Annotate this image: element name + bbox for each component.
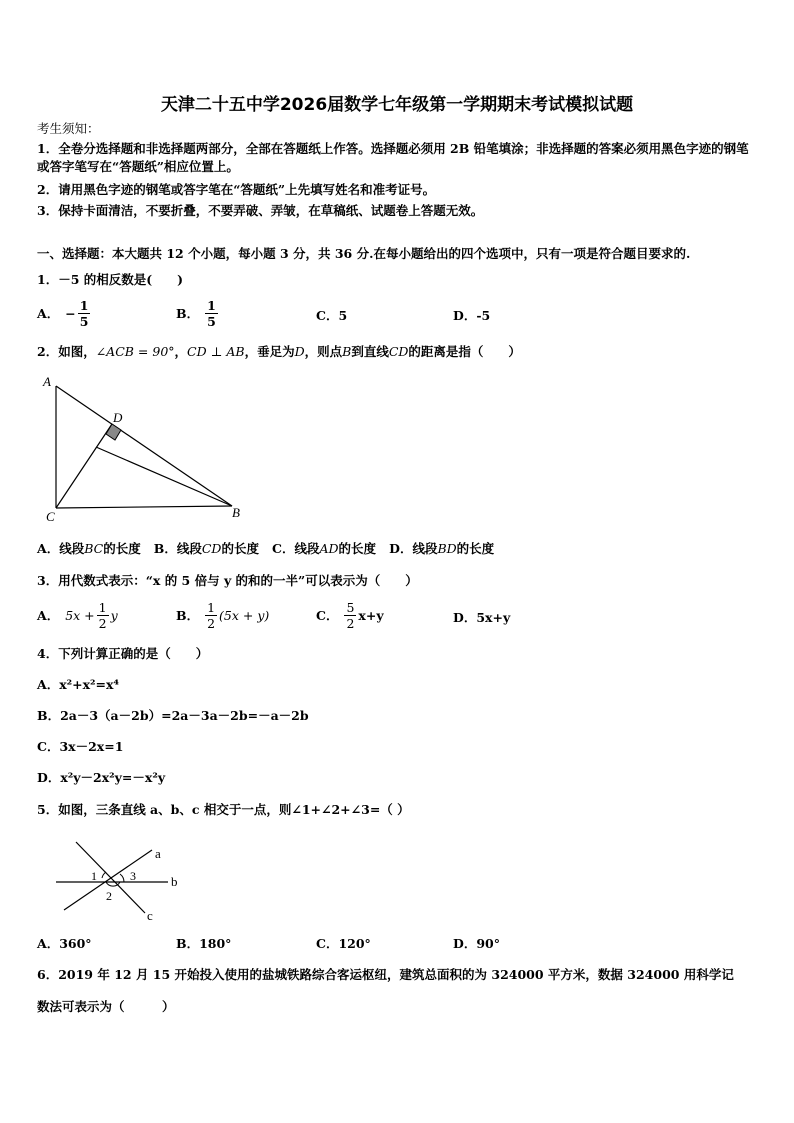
stem-text: ，垂足为 xyxy=(244,344,295,359)
segment-cb xyxy=(56,506,232,508)
q1-option-c: C．5 xyxy=(316,308,348,323)
option-text: B．线段 xyxy=(153,541,202,556)
q3-option-d: D．5x+y xyxy=(453,610,511,625)
q1-option-d: D．-5 xyxy=(453,308,491,323)
q3-stem: 3．用代数式表示：“x 的 5 倍与 y 的和的一半”可以表示为（ ） xyxy=(37,573,418,588)
q3-option-c xyxy=(316,600,384,631)
segment-extension xyxy=(96,447,232,506)
q3-option-b xyxy=(176,600,269,631)
angle-arc-1 xyxy=(102,872,106,878)
q6-stem-line1: 6．2019 年 12 月 15 开始投入使用的盐城铁路综合客运枢纽，建筑总面积的为 324000 平方米，数据 324000 用科学记 xyxy=(37,967,734,982)
q4-option-a: A．x²+x²=x⁴ xyxy=(37,677,119,692)
fraction xyxy=(97,600,109,631)
math-expr: CD xyxy=(388,344,409,359)
option-label: B． xyxy=(176,607,200,623)
label-d: D xyxy=(113,410,123,425)
fraction xyxy=(205,298,218,329)
q4-option-b: B．2a－3（a－2b）=2a－3a－2b=－a－2b xyxy=(37,708,309,723)
numerator: 1 xyxy=(98,600,107,615)
notice-heading: 考生须知： xyxy=(37,121,100,136)
angle-label-1: 1 xyxy=(91,869,97,883)
q2-option-a xyxy=(37,541,141,556)
q3-option-a xyxy=(37,600,118,631)
math-expr: ∠ACB = 90° xyxy=(95,344,175,359)
math-expr: D xyxy=(294,344,305,359)
fraction xyxy=(78,298,91,329)
math-expr: 5x + xyxy=(65,607,95,623)
q2-stem xyxy=(37,343,521,361)
math-expr: B xyxy=(342,344,352,359)
stem-text: 的距离是指（ ） xyxy=(408,344,521,359)
math-expr: CD ⊥ AB xyxy=(187,344,245,359)
q4-option-c: C．3x－2x=1 xyxy=(37,739,124,754)
q1-stem: 1．－5 的相反数是( ) xyxy=(37,272,184,287)
denominator: 5 xyxy=(79,314,89,329)
q6-stem-line2: 数法可表示为（ ） xyxy=(37,999,175,1014)
q5-stem: 5．如图，三条直线 a、b、c 相交于一点，则∠1+∠2+∠3=（ ） xyxy=(37,802,410,817)
label-b: B xyxy=(232,505,240,520)
q2-option-c xyxy=(272,541,376,556)
label-a: A xyxy=(43,374,51,389)
q2-options xyxy=(37,540,494,558)
q5-option-a: A．360° xyxy=(37,936,92,951)
stem-text: ， xyxy=(174,344,188,359)
segment-cd xyxy=(56,424,112,508)
q4-stem: 4．下列计算正确的是（ ） xyxy=(37,646,209,661)
q2-option-d xyxy=(389,541,494,556)
numerator: 5 xyxy=(346,600,355,615)
option-label: A． xyxy=(37,607,60,623)
angle-label-3: 3 xyxy=(130,869,136,883)
angle-arc-3 xyxy=(120,874,124,882)
label-a: a xyxy=(155,846,161,861)
denominator: 2 xyxy=(98,616,107,631)
segment-name: BD xyxy=(437,541,457,556)
label-c: C xyxy=(46,509,55,524)
fraction xyxy=(205,600,217,631)
stem-text: ，则点 xyxy=(304,344,343,359)
option-label: B． xyxy=(176,305,200,321)
numerator: 1 xyxy=(79,298,89,313)
label-c: c xyxy=(147,908,153,923)
segment-ab xyxy=(56,386,232,506)
denominator: 5 xyxy=(207,314,216,329)
section-heading: 一、选择题：本大题共 12 个小题，每小题 3 分，共 36 分.在每小题给出的四个选项中，只有一项是符合题目要求的. xyxy=(37,246,691,261)
minus-sign: − xyxy=(65,305,76,321)
page-title: 天津二十五中学2026届数学七年级第一学期期末考试模拟试题 xyxy=(160,95,634,115)
q5-option-b: B．180° xyxy=(176,936,232,951)
q2-option-b xyxy=(154,541,259,556)
notice-item-3: 3．保持卡面清洁，不要折叠，不要弄破、弄皱，在草稿纸、试题卷上答题无效。 xyxy=(37,203,484,218)
numerator: 1 xyxy=(207,600,216,615)
segment-name: AD xyxy=(319,541,339,556)
denominator: 2 xyxy=(346,616,355,631)
option-text: 的长度 xyxy=(456,541,495,556)
denominator: 2 xyxy=(207,616,216,631)
label-b: b xyxy=(171,874,178,889)
stem-text: 到直线 xyxy=(351,344,389,359)
q5-option-c: C．120° xyxy=(316,936,371,951)
segment-name: BC xyxy=(84,541,104,556)
notice-item-2: 2．请用黑色字迹的钢笔或答字笔在“答题纸”上先填写姓名和准考证号。 xyxy=(37,182,436,197)
option-label: A． xyxy=(37,305,60,321)
option-text: 的长度 xyxy=(338,541,377,556)
option-text: D．线段 xyxy=(389,541,438,556)
segment-name: CD xyxy=(201,541,222,556)
option-text: 的长度 xyxy=(103,541,141,556)
option-text: A．线段 xyxy=(37,541,85,556)
fraction xyxy=(344,600,356,631)
q1-option-a xyxy=(37,298,92,329)
q5-option-d: D．90° xyxy=(453,936,500,951)
math-expr: (5x + y) xyxy=(219,607,270,623)
angle-label-2: 2 xyxy=(106,889,112,903)
notice-item-1: 1．全卷分选择题和非选择题两部分，全部在答题纸上作答。选择题必须用 2B 铅笔填涂；非选择题的答案必须用黑色字迹的钢笔或答字笔写在“答题纸”相应位置上。 xyxy=(37,141,749,174)
math-expr: x+y xyxy=(358,607,384,623)
q4-option-d: D．x²y－2x²y=－x²y xyxy=(37,770,166,785)
q5-lines-figure xyxy=(50,838,200,924)
right-angle-mark xyxy=(106,424,121,440)
numerator: 1 xyxy=(207,298,216,313)
q2-triangle-figure xyxy=(38,372,258,527)
math-expr: y xyxy=(110,607,118,623)
stem-text: 2．如图， xyxy=(37,344,96,359)
option-text: C．线段 xyxy=(272,541,320,556)
option-text: 的长度 xyxy=(221,541,259,556)
q1-option-b xyxy=(176,298,220,329)
option-label: C． xyxy=(316,607,339,623)
